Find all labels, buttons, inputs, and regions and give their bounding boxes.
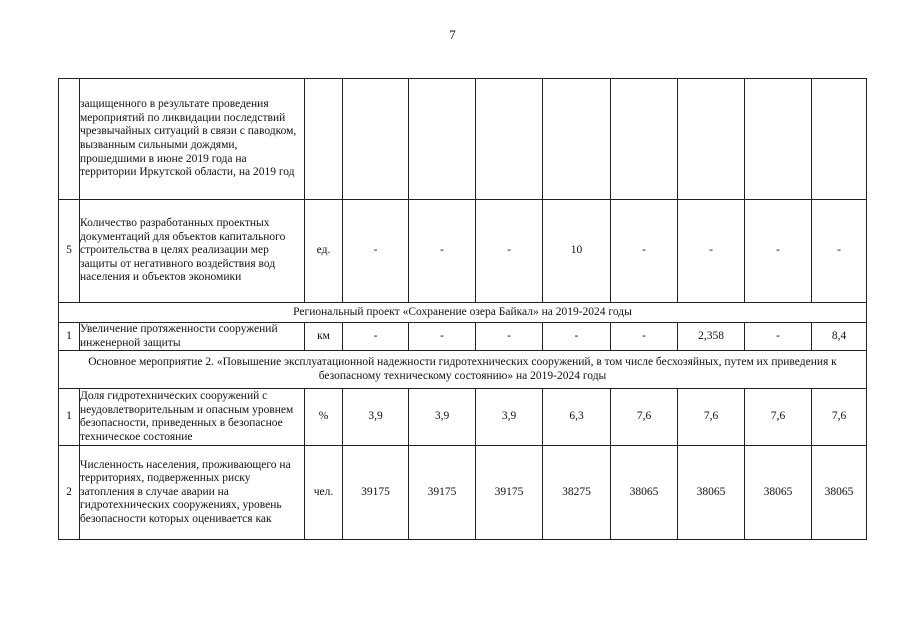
value-cell: - (678, 200, 745, 303)
value-cell: 38065 (611, 446, 678, 540)
indicator-name: Численность населения, проживающего на территориях, подверженных риску затопления в случае аварии на гидротехнических сооружениях, уровень безопасности которых оценивается как (80, 446, 305, 540)
row-number (59, 79, 80, 200)
value-cell: 7,6 (611, 389, 678, 446)
value-cell: 38065 (745, 446, 812, 540)
value-cell: - (476, 200, 543, 303)
value-cell: 7,6 (678, 389, 745, 446)
value-cell: - (745, 200, 812, 303)
section-row (59, 303, 867, 323)
value-cell: 3,9 (476, 389, 543, 446)
value-cell: 2,358 (678, 323, 745, 351)
row-number: 2 (59, 446, 80, 540)
value-cell: 7,6 (745, 389, 812, 446)
indicator-name: Доля гидротехнических сооружений с неудовлетворительным и опасным уровнем безопасности, приведенных в безопасное техническое состояние (80, 389, 305, 446)
value-cell: - (409, 323, 476, 351)
indicator-name: Количество разработанных проектных документаций для объектов капитального строительства в целях реализации мер защиты от негативного воздействия вод населения и объектов экономики (80, 200, 305, 303)
value-cell: 3,9 (343, 389, 409, 446)
value-cell: 10 (543, 200, 611, 303)
table-row (59, 446, 867, 540)
table-row (59, 389, 867, 446)
value-cell: 38065 (812, 446, 867, 540)
value-cell: - (343, 323, 409, 351)
unit-cell: ед. (305, 200, 343, 303)
row-number: 1 (59, 389, 80, 446)
value-cell: 38275 (543, 446, 611, 540)
row-number: 5 (59, 200, 80, 303)
value-cell: - (543, 323, 611, 351)
value-cell (409, 79, 476, 200)
value-cell: - (476, 323, 543, 351)
value-cell: 38065 (678, 446, 745, 540)
unit-cell: чел. (305, 446, 343, 540)
value-cell: 8,4 (812, 323, 867, 351)
section-row (59, 351, 867, 389)
value-cell (543, 79, 611, 200)
page-number: 7 (449, 27, 456, 42)
indicators-table (58, 78, 867, 540)
unit-cell: % (305, 389, 343, 446)
value-cell (476, 79, 543, 200)
value-cell: - (611, 200, 678, 303)
value-cell: - (812, 200, 867, 303)
indicator-name: защищенного в результате проведения мероприятий по ликвидации последствий чрезвычайных ситуаций в связи с паводком, вызванным сильными дождями, прошедшими в июне 2019 года на территории Иркутской области, на 2019 год (80, 79, 305, 200)
table-row (59, 323, 867, 351)
section-heading: Основное мероприятие 2. «Повышение эксплуатационной надежности гидротехнических сооружений, в том числе бесхозяйных, путем их приведения к безопасному техническому состоянию» на 2019-2024 годы (59, 351, 867, 389)
value-cell: 39175 (343, 446, 409, 540)
indicator-name: Увеличение протяженности сооружений инженерной защиты (80, 323, 305, 351)
value-cell (343, 79, 409, 200)
unit-cell (305, 79, 343, 200)
value-cell: 7,6 (812, 389, 867, 446)
value-cell: 39175 (476, 446, 543, 540)
value-cell: - (343, 200, 409, 303)
value-cell (745, 79, 812, 200)
table-row (59, 200, 867, 303)
section-heading: Региональный проект «Сохранение озера Байкал» на 2019-2024 годы (59, 303, 867, 323)
value-cell (611, 79, 678, 200)
value-cell: 3,9 (409, 389, 476, 446)
value-cell: - (409, 200, 476, 303)
value-cell: 6,3 (543, 389, 611, 446)
table-row (59, 79, 867, 200)
unit-cell: км (305, 323, 343, 351)
value-cell (678, 79, 745, 200)
value-cell: - (745, 323, 812, 351)
row-number: 1 (59, 323, 80, 351)
value-cell: - (611, 323, 678, 351)
value-cell (812, 79, 867, 200)
value-cell: 39175 (409, 446, 476, 540)
